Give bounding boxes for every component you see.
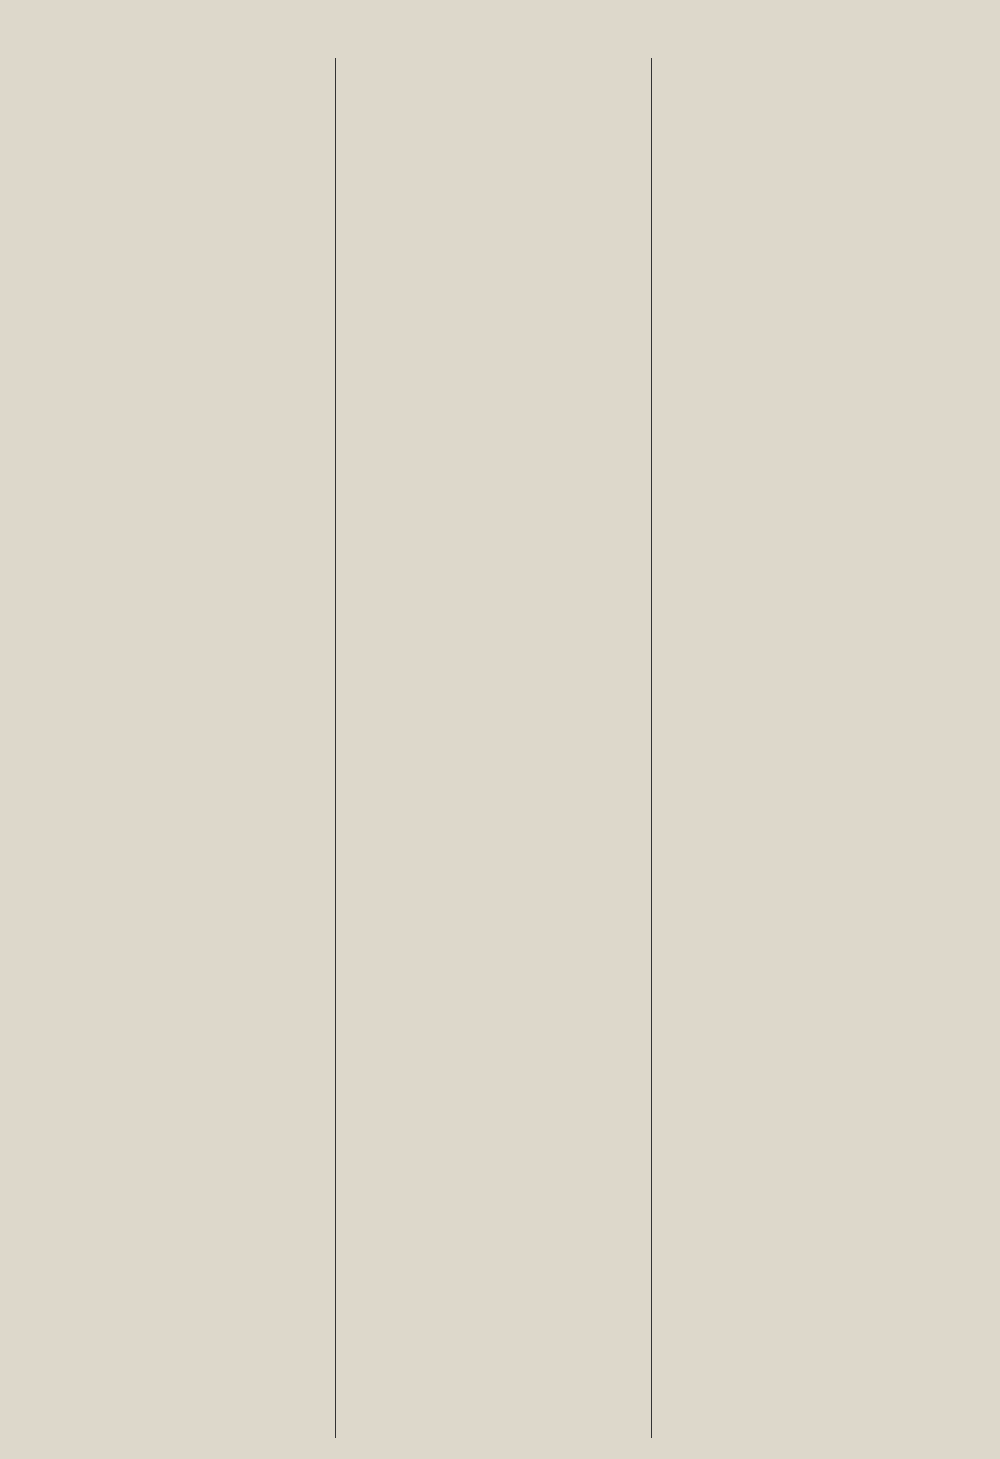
page-header bbox=[20, 10, 972, 54]
column-1 bbox=[20, 58, 336, 1438]
directory-columns bbox=[20, 58, 974, 1438]
column-3 bbox=[652, 58, 974, 1438]
column-2 bbox=[336, 58, 652, 1438]
